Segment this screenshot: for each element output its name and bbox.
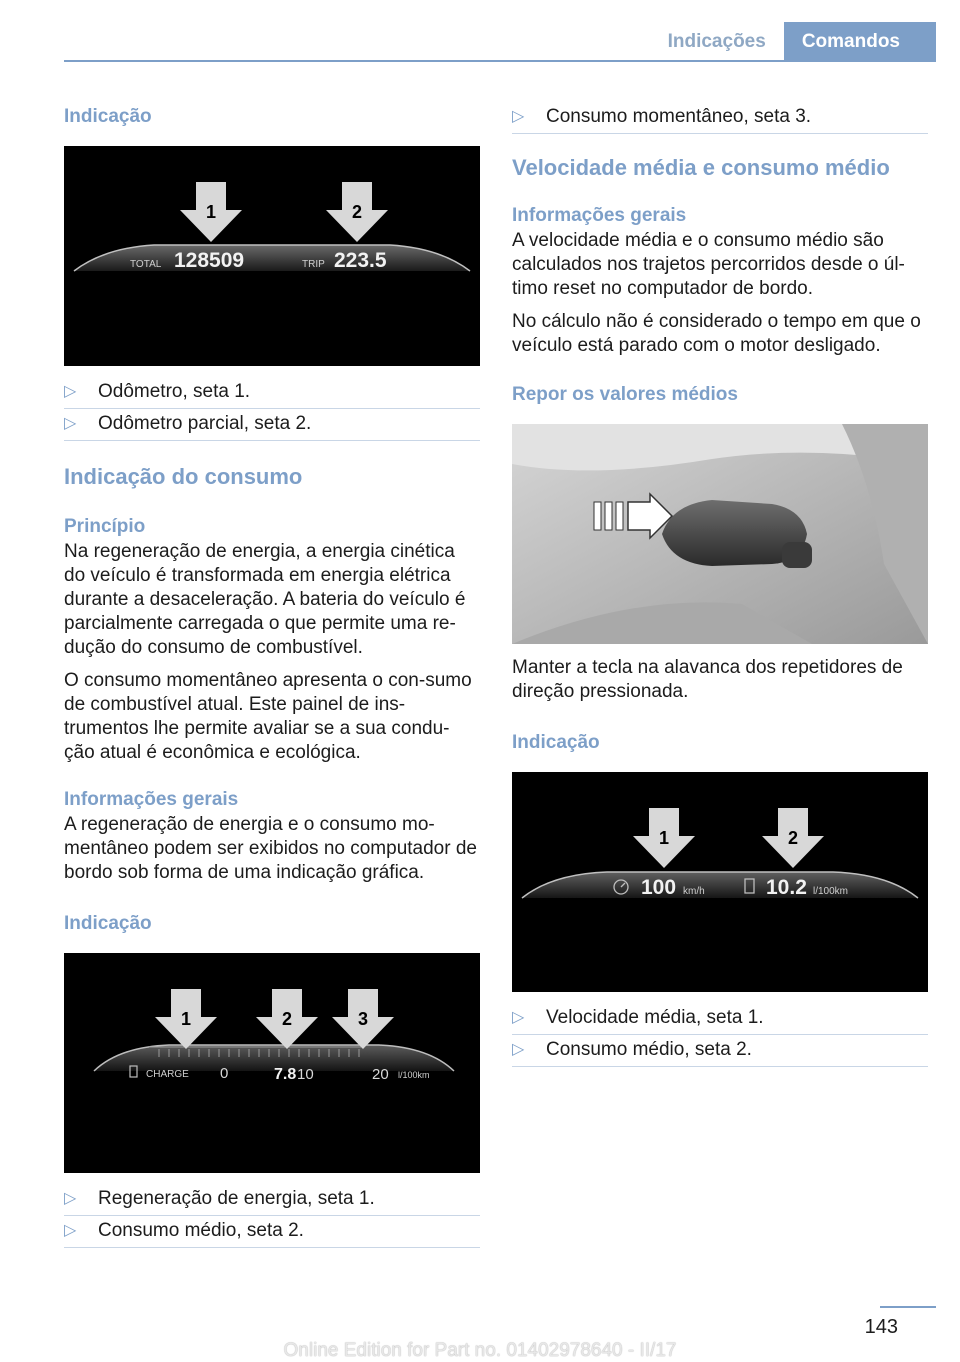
average-display-svg — [512, 772, 928, 992]
left-column — [64, 100, 480, 1251]
footer-edition-note: Online Edition for Part no. 01402978640 - II/17 — [283, 1340, 677, 1361]
triangle-bullet-icon: ▷ — [64, 415, 77, 432]
arrow-1-number: 1 — [205, 202, 217, 222]
paragraph-repor: Manter a tecla na alavanca dos repetidores de direção pressionada. — [512, 657, 903, 702]
heading-indicacao-1: Indicação — [64, 106, 152, 127]
arrow-1-number: 1 — [658, 828, 670, 848]
bullets-consumption — [64, 1187, 480, 1243]
list-item: ▷ Consumo momentâneo, seta 3. — [512, 105, 928, 129]
heading-repor-valores: Repor os valores médios — [512, 384, 738, 405]
consumption-unit: l/100km — [813, 886, 849, 897]
list-item: ▷ Consumo médio, seta 2. — [512, 1038, 928, 1062]
triangle-bullet-icon: ▷ — [512, 1009, 525, 1026]
tick-20-label: 20 — [372, 1066, 389, 1083]
total-value: 128509 — [174, 249, 245, 272]
triangle-bullet-icon: ▷ — [64, 1222, 77, 1239]
average-display-figure — [512, 772, 928, 992]
speed-unit: km/h — [683, 886, 705, 897]
heading-informacoes-gerais-right: Informações gerais — [512, 205, 687, 226]
page-number: 143 — [864, 1316, 898, 1338]
paragraph-principio: Na regeneração de energia, a energia cinética do veículo é transformada em energia elétrica durante a desaceleração. A bateria do veículo é parcialmente carregada o que permite uma re-dução do consumo de combustível. — [64, 541, 466, 658]
paragraph-info-1: A velocidade média e o consumo médio são calculados nos trajetos percorridos desde o úl-timo reset no computador de bordo. — [512, 230, 905, 299]
heading-velocidade-media: Velocidade média e consumo médio — [512, 155, 890, 180]
right-column — [512, 100, 928, 1070]
bullets-top-right — [512, 105, 928, 129]
triangle-bullet-icon: ▷ — [64, 383, 77, 400]
paragraph-consumo-momentaneo: O consumo momentâneo apresenta o con-sumo de combustível atual. Este painel de ins-trumentos lhe permite avaliar se a sua condu-ção atual é econômica e ecológica. — [64, 670, 472, 763]
triangle-bullet-icon: ▷ — [512, 1041, 525, 1058]
triangle-bullet-icon: ▷ — [64, 1190, 77, 1207]
tab-comandos[interactable]: Comandos — [784, 22, 936, 62]
consumption-value: 10.2 — [766, 876, 807, 899]
turn-signal-lever-figure — [512, 424, 928, 644]
trip-label: TRIP — [302, 259, 325, 270]
consumption-display-figure — [64, 953, 480, 1173]
paragraph-info-2: No cálculo não é considerado o tempo em que o veículo está parado com o motor desligado. — [512, 311, 921, 356]
turn-signal-lever-svg — [512, 424, 928, 644]
list-item: ▷ Velocidade média, seta 1. — [512, 1006, 928, 1030]
odometer-display-figure — [64, 146, 480, 366]
bullets-odometer — [64, 380, 480, 436]
arrow-2-number: 2 — [787, 828, 799, 848]
arrow-2-number: 2 — [351, 202, 363, 222]
list-item: ▷ Regeneração de energia, seta 1. — [64, 1187, 480, 1211]
average-value: 7.8 — [274, 1066, 297, 1083]
bullets-average — [512, 1006, 928, 1062]
header-rule — [64, 60, 936, 62]
tick-10-label: 10 — [297, 1066, 314, 1083]
charge-label: CHARGE — [146, 1069, 189, 1080]
arrow-1-number: 1 — [180, 1009, 192, 1029]
consumption-display-svg — [64, 953, 480, 1173]
trip-value: 223.5 — [334, 249, 387, 272]
header-tabs — [650, 22, 936, 62]
heading-informacoes-gerais: Informações gerais — [64, 789, 239, 810]
tab-indicacoes[interactable]: Indicações — [650, 22, 784, 62]
list-item: ▷ Odômetro, seta 1. — [64, 380, 480, 404]
arrow-2-number: 2 — [281, 1009, 293, 1029]
list-item: ▷ Consumo médio, seta 2. — [64, 1219, 480, 1243]
triangle-bullet-icon: ▷ — [512, 108, 525, 125]
odometer-display-svg — [64, 146, 480, 366]
heading-indicacao-right: Indicação — [512, 732, 600, 753]
unit-label: l/100km — [398, 1070, 430, 1080]
heading-indicacao-do-consumo: Indicação do consumo — [64, 464, 303, 489]
heading-indicacao-2: Indicação — [64, 913, 152, 934]
paragraph-informacoes-gerais: A regeneração de energia e o consumo mo-mentâneo podem ser exibidos no computador de bordo sob forma de uma indicação gráfica. — [64, 814, 477, 883]
total-label: TOTAL — [130, 259, 162, 270]
tick-0-label: 0 — [220, 1065, 229, 1082]
footer-rule — [880, 1306, 936, 1308]
heading-principio: Princípio — [64, 516, 146, 537]
list-item: ▷ Odômetro parcial, seta 2. — [64, 412, 480, 436]
arrow-3-number: 3 — [357, 1009, 369, 1029]
speed-value: 100 — [641, 876, 677, 899]
